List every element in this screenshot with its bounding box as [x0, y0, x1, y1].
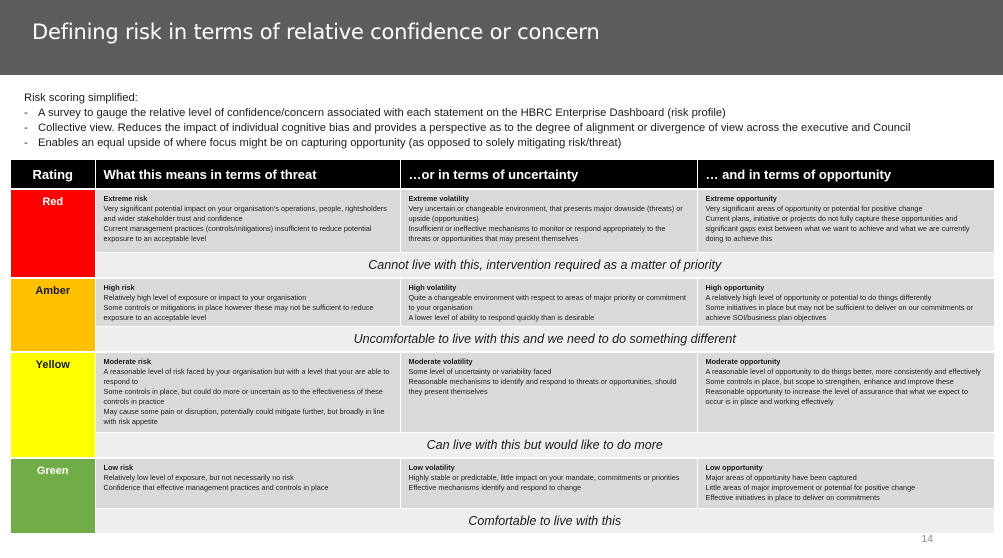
rating-cell-red: Red [11, 189, 95, 278]
table-row-amber [11, 278, 994, 327]
uncertainty-cell-green [400, 458, 697, 508]
uncertainty-line: Some level of uncertainty or variability faced [408, 366, 552, 376]
threat-cell-green [95, 458, 400, 508]
threat-cell-red [95, 189, 400, 252]
header-threat: What this means in terms of threat [95, 160, 400, 189]
verdict-red: Cannot live with this, intervention required as a matter of priority [95, 252, 994, 278]
opportunity-line: Major areas of opportunity have been captured [705, 473, 857, 482]
intro-section [24, 91, 994, 151]
uncertainty-heading: Extreme volatility [408, 194, 469, 203]
uncertainty-line: Very uncertain or changeable environment, that presents major downside (threats) or upside (opportunities) [408, 204, 683, 223]
intro-bullet-text: A survey to gauge the relative level of confidence/concern associated with each statement on the HBRC Enterprise Dashboard (risk profile) [38, 107, 726, 119]
intro-bullet-text: Collective view. Reduces the impact of individual cognitive bias and provides a perspective as to the degree of alignment or divergence of view across the executive and Council [38, 122, 911, 134]
opportunity-line: Some initiatives in place but may not be sufficient to deliver on our commitments or achieve SOI/business plan objectives [705, 302, 974, 322]
uncertainty-line: Quite a changeable environment with respect to areas of major priority or commitment to your organisation [408, 292, 686, 312]
uncertainty-heading: Moderate volatility [408, 356, 473, 366]
intro-bullet-text: Enables an equal upside of where focus might be on capturing opportunity (as opposed to solely mitigating risk/threat) [38, 137, 622, 149]
threat-line: Some controls in place, but could do more or uncertain as to the effectiveness of these controls in practice [103, 386, 383, 406]
intro-heading: Risk scoring simplified: [24, 92, 138, 104]
uncertainty-cell-amber [400, 278, 697, 327]
intro-bullet-list [24, 106, 994, 151]
threat-line: Some controls or mitigations in place however these may not be sufficient to reduce exposure to an acceptable level [103, 302, 374, 322]
uncertainty-line: Effective mechanisms identify and respond to change [408, 483, 582, 492]
verdict-row-yellow [11, 433, 994, 459]
verdict-green: Comfortable to live with this [95, 508, 994, 533]
uncertainty-line: Highly stable or predictable, little impact on your mandate, commitments or priorities [408, 473, 680, 482]
opportunity-cell-amber [697, 278, 994, 327]
opportunity-line: Some controls in place, but scope to strengthen, enhance and improve these [705, 376, 954, 386]
threat-cell-amber [95, 278, 400, 327]
uncertainty-line: A lower level of ability to respond quickly than is desirable [408, 312, 595, 322]
rating-cell-amber: Amber [11, 278, 95, 352]
threat-heading: High risk [103, 282, 135, 292]
table-row-green [11, 458, 994, 508]
threat-line: Current management practices (controls/mitigations) insufficient to reduce potential exposure to an acceptable level [103, 224, 372, 243]
opportunity-heading: Extreme opportunity [705, 194, 777, 203]
verdict-row-red [11, 252, 994, 278]
intro-bullet: - Collective view. Reduces the impact of individual cognitive bias and provides a perspective as to the degree of alignment or divergence of view across the executive and Council [24, 122, 911, 134]
header-rating: Rating [11, 160, 95, 189]
uncertainty-heading: Low volatility [408, 463, 455, 472]
threat-line: Relatively low level of exposure, but not necessarily no risk [103, 473, 294, 482]
header-uncertainty: …or in terms of uncertainty [400, 160, 697, 189]
opportunity-line: A relatively high level of opportunity or potential to do things differently [705, 292, 932, 302]
intro-bullet: - Enables an equal upside of where focus might be on capturing opportunity (as opposed to solely mitigating risk/threat) [24, 137, 622, 149]
uncertainty-heading: High volatility [408, 282, 457, 292]
opportunity-line: Very significant areas of opportunity or potential for positive change [705, 204, 923, 213]
threat-line: Confidence that effective management practices and controls in place [103, 483, 329, 492]
verdict-row-green [11, 508, 994, 533]
threat-line: Very significant potential impact on your organisation’s operations, people, rightsholders and wider stakeholder trust and confidence [103, 204, 387, 223]
rating-cell-yellow: Yellow [11, 352, 95, 459]
rating-cell-green: Green [11, 458, 95, 533]
opportunity-heading: Moderate opportunity [705, 356, 781, 366]
verdict-amber: Uncomfortable to live with this and we need to do something different [95, 326, 994, 352]
page-number: 14 [921, 533, 933, 545]
opportunity-heading: High opportunity [705, 282, 765, 292]
verdict-row-amber [11, 326, 994, 352]
opportunity-line: Reasonable opportunity to increase the level of assurance that what we expect to occur is in place and working effectively [705, 386, 968, 406]
table-header-row [11, 160, 994, 189]
verdict-yellow: Can live with this but would like to do more [95, 433, 994, 459]
uncertainty-cell-yellow [400, 352, 697, 433]
risk-rating-table [11, 160, 994, 533]
intro-bullet: - A survey to gauge the relative level of confidence/concern associated with each statement on the HBRC Enterprise Dashboard (risk profile) [24, 107, 726, 119]
threat-line: A reasonable level of risk faced by your organisation but with a level that your are able to respond to [103, 366, 390, 386]
threat-line: May cause some pain or disruption, potentially could mitigate further, but broadly in line with risk appetite [103, 406, 385, 426]
uncertainty-line: Insufficient or ineffective mechanisms to monitor or respond appropriately to the threats or opportunities that may present themselves [408, 224, 666, 243]
opportunity-line: Current plans, initiative or projects do not fully capture these opportunities and significant gaps exist between what we want to achieve and what we are currently doing to achieve this [705, 214, 970, 243]
opportunity-cell-green [697, 458, 994, 508]
header-opportunity: … and in terms of opportunity [697, 160, 994, 189]
threat-heading: Low risk [103, 463, 134, 472]
uncertainty-cell-red [400, 189, 697, 252]
opportunity-cell-yellow [697, 352, 994, 433]
opportunity-line: Effective initiatives in place to deliver on commitments [705, 493, 880, 502]
opportunity-heading: Low opportunity [705, 463, 763, 472]
table-row-red [11, 189, 994, 252]
table-row-yellow [11, 352, 994, 433]
threat-cell-yellow [95, 352, 400, 433]
opportunity-cell-red [697, 189, 994, 252]
threat-line: Relatively high level of exposure or impact to your organisation [103, 292, 307, 302]
opportunity-line: A reasonable level of opportunity to do things better, more consistently and effectively [705, 366, 981, 376]
uncertainty-line: Reasonable mechanisms to identify and respond to threats or opportunities, should they present themselves [408, 376, 677, 396]
page-title: Defining risk in terms of relative confidence or concern [32, 20, 600, 44]
opportunity-line: Little areas of major improvement or potential for positive change [705, 483, 916, 492]
title-bar [0, 0, 1003, 75]
threat-heading: Moderate risk [103, 356, 151, 366]
threat-heading: Extreme risk [103, 194, 148, 203]
